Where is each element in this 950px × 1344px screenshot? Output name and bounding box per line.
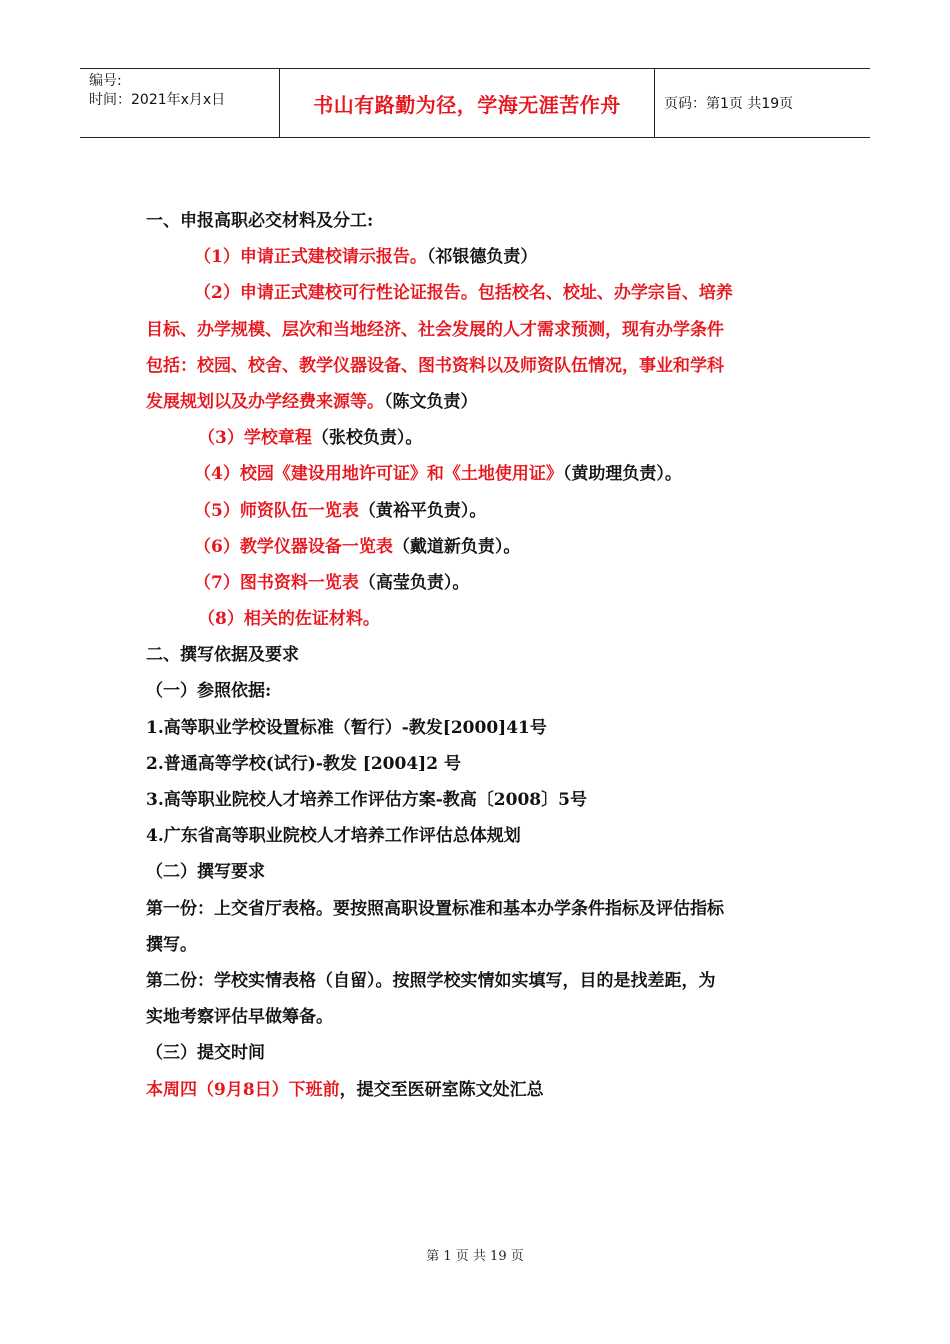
item-5-text: （5）师资队伍一览表 xyxy=(194,500,359,521)
section-1-title: 一、申报高职必交材料及分工: xyxy=(146,211,374,231)
list-item-3 xyxy=(146,420,816,456)
header-page-label: 页码：第1页 共19页 xyxy=(664,96,794,112)
item-1-text: （1）申请正式建校请示报告。 xyxy=(194,247,427,268)
header-meta xyxy=(80,69,280,137)
section-2-title: 二、撰写依据及要求 xyxy=(146,645,299,666)
subsection-3-title: （三）提交时间 xyxy=(146,1043,265,1064)
item-5-owner: （黄裕平负责）。 xyxy=(358,500,487,521)
subsection-1-title: （一）参照依据: xyxy=(146,681,272,702)
item-4-text: （4）校园《建设用地许可证》和《土地使用证》 xyxy=(194,464,563,485)
list-item-6 xyxy=(146,529,816,565)
item-7-text: （7）图书资料一览表 xyxy=(194,572,359,593)
document-number-label: 编号: xyxy=(89,73,122,89)
list-item-1 xyxy=(146,239,816,275)
header-motto: 书山有路勤为径，学海无涯苦作舟 xyxy=(280,69,655,137)
item-4-owner: （黄助理负责）。 xyxy=(562,464,682,485)
reference-1: 1.高等职业学校设置标准（暂行）-教发[2000]41号 xyxy=(146,717,547,738)
reference-2: 2.普通高等学校(试行)-教发 [2004]2 号 xyxy=(146,753,461,774)
item-2-line-2: 目标、办学规模、层次和当地经济、社会发展的人才需求预测，现有办学条件 xyxy=(146,319,724,340)
item-3-text: （3）学校章程 xyxy=(198,428,312,449)
item-3-owner: （张校负责）。 xyxy=(311,428,423,449)
page-header xyxy=(80,68,870,138)
reference-4: 4.广东省高等职业院校人才培养工作评估总体规划 xyxy=(146,826,521,847)
requirement-1-line-1: 第一份：上交省厅表格。要按照高职设置标准和基本办学条件指标及评估指标 xyxy=(146,898,724,919)
requirement-1-line-2: 撰写。 xyxy=(146,934,197,955)
item-2-owner: （陈文负责） xyxy=(384,391,478,412)
item-6-text: （6）教学仪器设备一览表 xyxy=(194,536,393,557)
item-2-line-3: 包括：校园、校舍、教学仪器设备、图书资料以及师资队伍情况，事业和学科 xyxy=(146,355,724,376)
page-footer: 第 1 页 共 19 页 xyxy=(426,1249,524,1264)
subsection-2-title: （二）撰写要求 xyxy=(146,862,265,883)
deadline-instruction: ，提交至医研室陈文处汇总 xyxy=(339,1079,544,1100)
deadline-line xyxy=(146,1072,816,1108)
item-7-owner: （高莹负责）。 xyxy=(358,572,470,593)
item-1-owner: （祁银德负责） xyxy=(426,247,538,268)
deadline-date: 本周四（9月8日）下班前 xyxy=(146,1079,340,1100)
list-item-5 xyxy=(146,493,816,529)
list-item-8: （8）相关的佐证材料。 xyxy=(198,609,380,630)
reference-3: 3.高等职业院校人才培养工作评估方案-教高〔2008〕5号 xyxy=(146,790,587,810)
list-item-7 xyxy=(146,565,816,601)
requirement-2-line-1: 第二份：学校实情表格（自留）。按照学校实情如实填写，目的是找差距，为 xyxy=(146,970,716,991)
document-body xyxy=(146,203,816,1108)
item-6-owner: （戴道新负责）。 xyxy=(392,536,521,557)
item-2-line-4 xyxy=(146,384,816,420)
list-item-4 xyxy=(146,456,816,492)
item-2-line-1: （2）申请正式建校可行性论证报告。包括校名、校址、办学宗旨、培养 xyxy=(194,283,733,304)
document-time-label: 时间：2021年x月x日 xyxy=(89,92,226,108)
item-2-text-end: 发展规划以及办学经费来源等。 xyxy=(146,391,384,412)
requirement-2-line-2: 实地考察评估早做筹备。 xyxy=(146,1007,333,1028)
